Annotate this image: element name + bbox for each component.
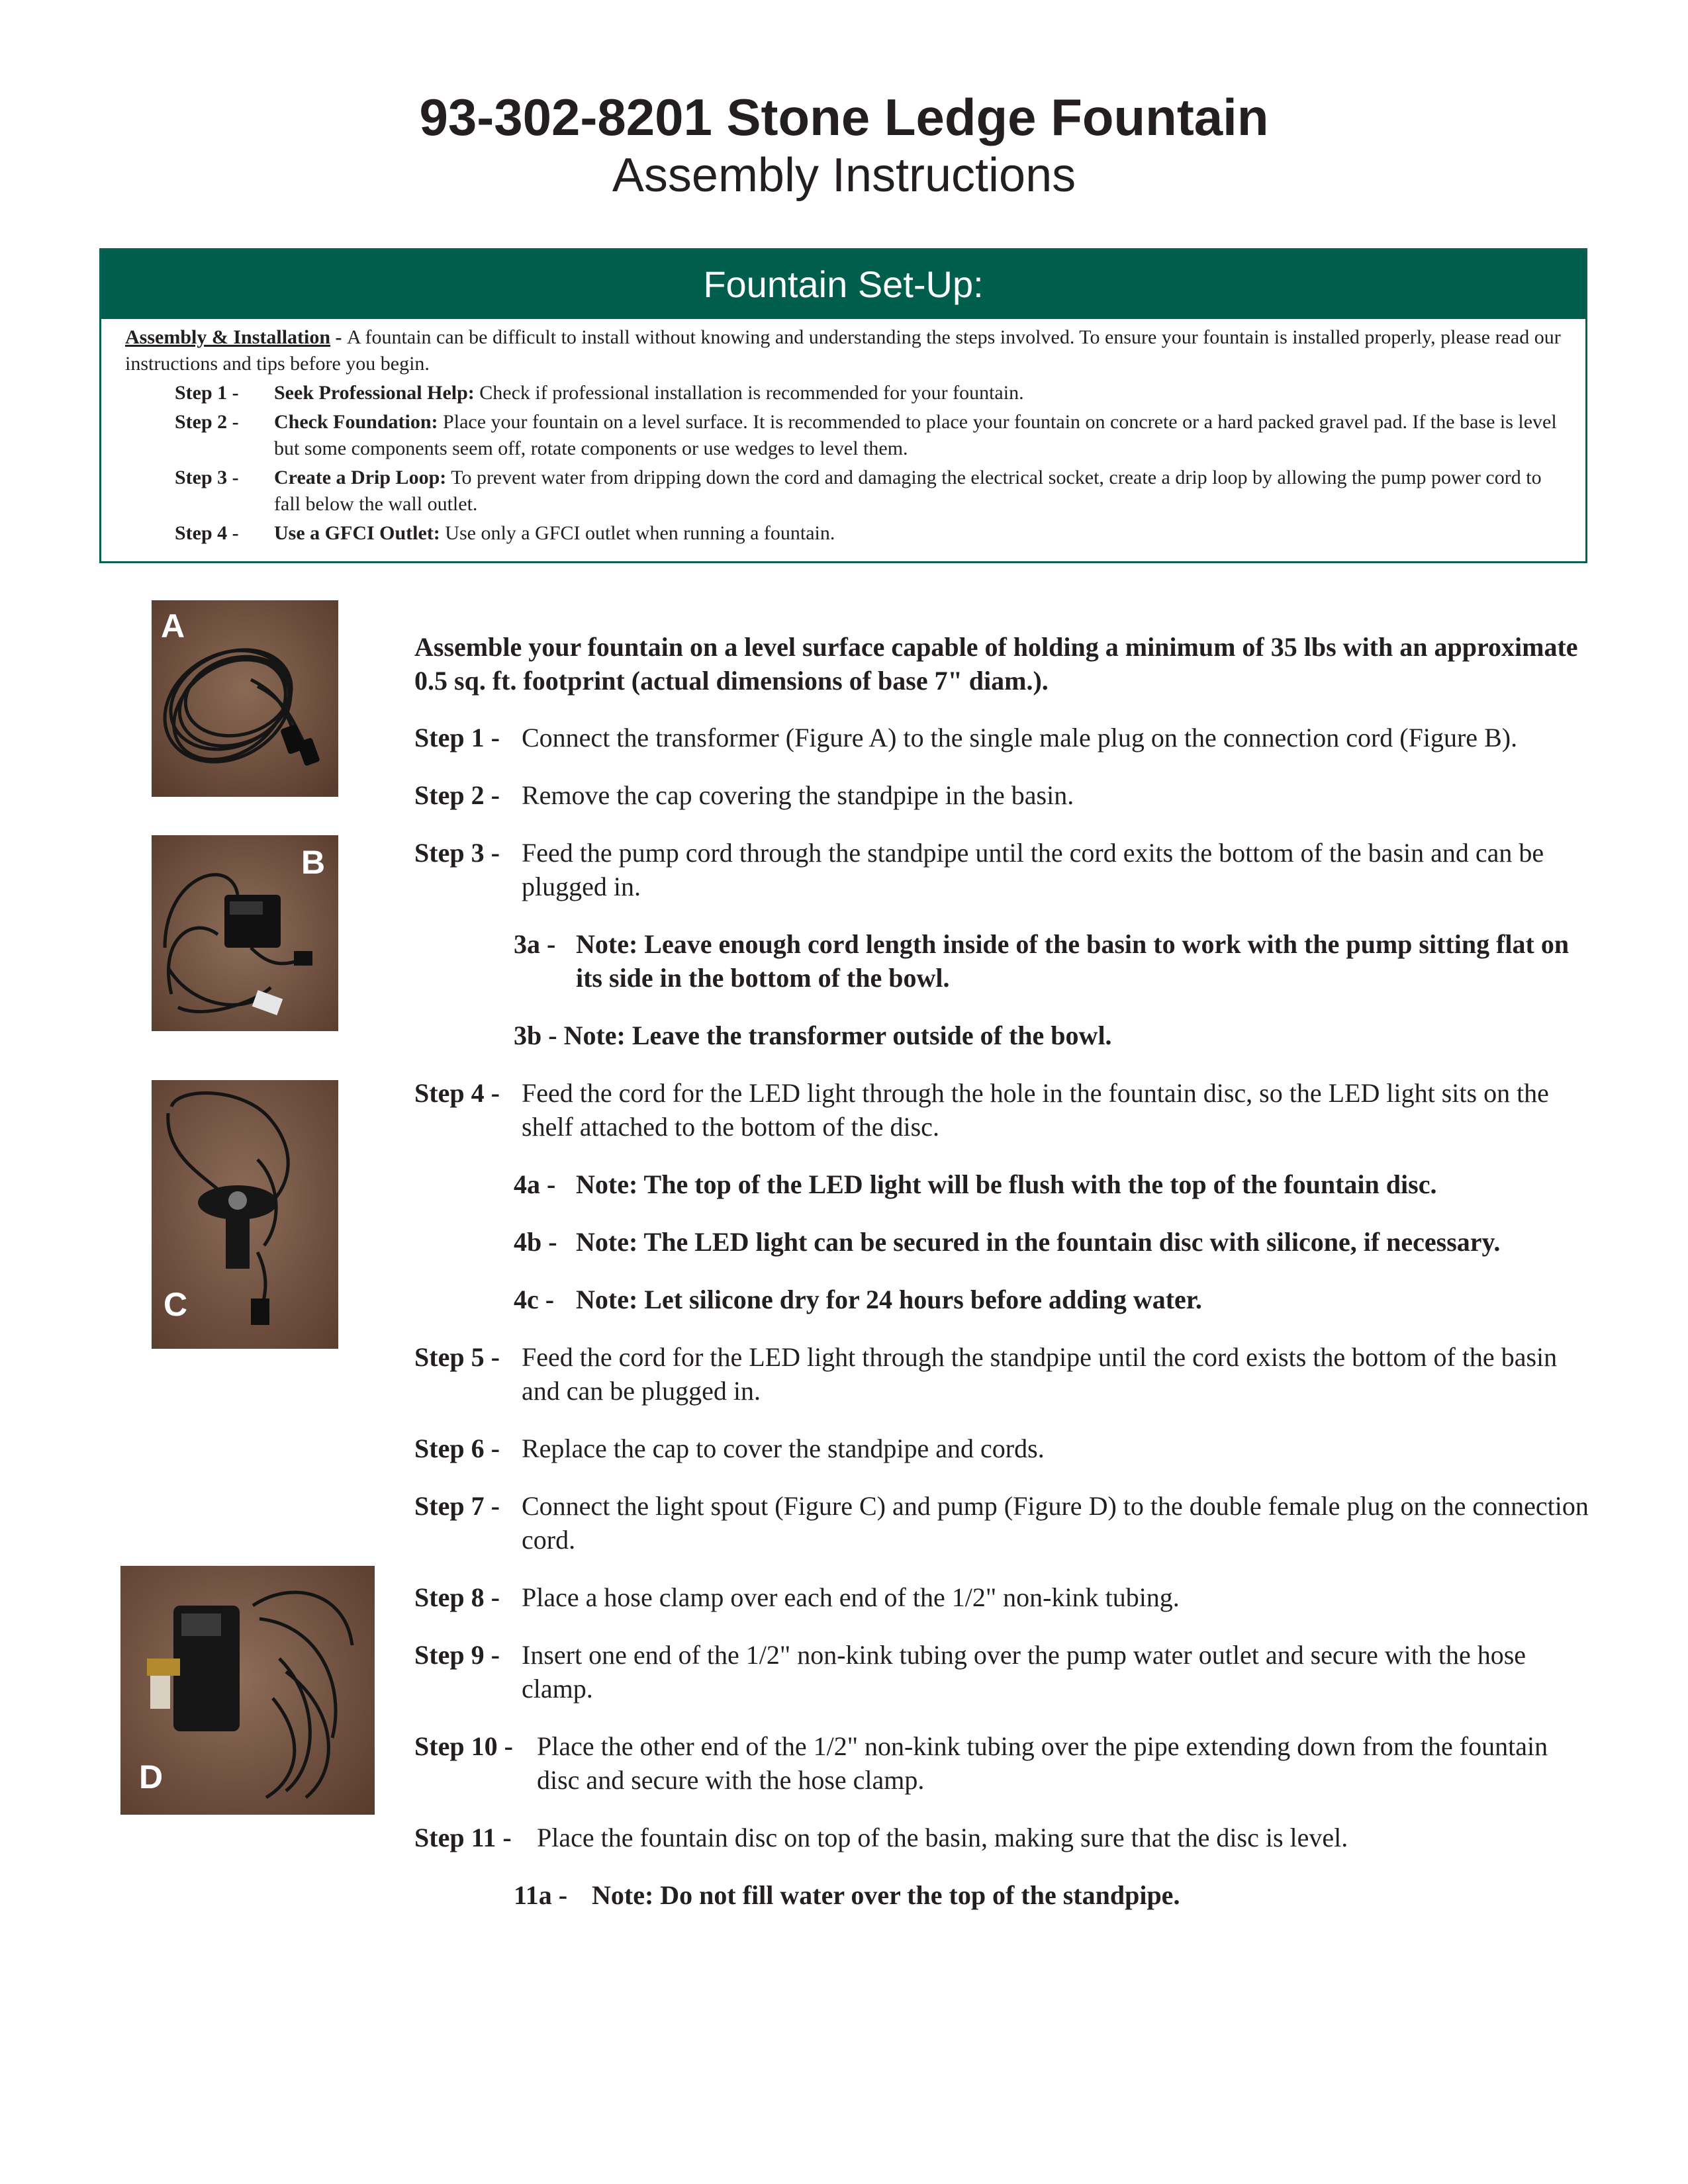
figure-b-label: B (301, 844, 326, 881)
setup-intro-text: A fountain can be difficult to install without knowing and understanding the steps involved. To ensure your fountain is installed properly, please read our instructions and tips before you begin. (125, 326, 1561, 375)
step-label: Step 10 - (414, 1731, 513, 1761)
setup-step-label: Step 1 - (175, 382, 239, 404)
step-11 (414, 1821, 1593, 1854)
figure-d-photo (120, 1566, 375, 1815)
step-6 (414, 1432, 1593, 1465)
note-label: 4b - (514, 1227, 557, 1257)
setup-intro-heading: Assembly & Installation (125, 326, 331, 348)
note-text: Note: The top of the LED light will be flush with the top of the fountain disc. (576, 1169, 1437, 1199)
fountain-setup-panel (99, 248, 1587, 563)
setup-step-text: Check if professional installation is recommended for your fountain. (474, 382, 1024, 404)
step-label: Step 6 - (414, 1433, 500, 1463)
assembly-intro: Assemble your fountain on a level surface capable of holding a minimum of 35 lbs with an approximate 0.5 sq. ft. footprint (actual dimensions of base 7" diam.). (414, 632, 1578, 696)
step-text: Feed the cord for the LED light through the hole in the fountain disc, so the LED light sits on the shelf attached to the bottom of the disc. (522, 1078, 1549, 1142)
step-9 (414, 1638, 1593, 1706)
note-label: 3a - (514, 929, 556, 959)
step-text: Feed the cord for the LED light through the standpipe until the cord exists the bottom of the basin and can be plugged in. (522, 1342, 1558, 1406)
step-1 (414, 721, 1593, 754)
setup-step (125, 520, 1568, 547)
setup-body (125, 324, 1568, 547)
note-label: 4a - (514, 1169, 556, 1199)
step-text: Connect the transformer (Figure A) to the single male plug on the connection cord (Figure B). (522, 723, 1518, 752)
note-text: Note: The LED light can be secured in the fountain disc with silicone, if necessary. (576, 1227, 1501, 1257)
step-8 (414, 1580, 1593, 1614)
note-text: Note: Leave enough cord length inside of the basin to work with the pump sitting flat on its side in the bottom of the bowl. (576, 929, 1570, 993)
assembly-instructions (414, 630, 1593, 1936)
step-4c-note (514, 1283, 1593, 1316)
step-text: Replace the cap to cover the standpipe and cords. (522, 1433, 1045, 1463)
setup-step-label: Step 2 - (175, 411, 239, 433)
note-text: 3b - Note: Leave the transformer outside of the bowl. (514, 1021, 1112, 1050)
step-3 (414, 836, 1593, 903)
step-label: Step 3 - (414, 838, 500, 868)
step-text: Place the other end of the 1/2" non-kink tubing over the pipe extending down from the fountain disc and secure with the hose clamp. (537, 1731, 1548, 1795)
step-label: Step 7 - (414, 1491, 500, 1521)
step-7 (414, 1489, 1593, 1557)
step-text: Place the fountain disc on top of the basin, making sure that the disc is level. (537, 1823, 1348, 1852)
note-label: 11a - (514, 1880, 568, 1910)
setup-step-text: Place your fountain on a level surface. It is recommended to place your fountain on concrete or a hard packed gravel pad. If the base is level but some components seem off, rotate components or use wedges to level them. (274, 411, 1557, 459)
step-label: Step 2 - (414, 780, 500, 810)
step-label: Step 4 - (414, 1078, 500, 1108)
step-text: Insert one end of the 1/2" non-kink tubing over the pump water outlet and secure with the hose clamp. (522, 1640, 1526, 1704)
figure-b-photo (152, 835, 338, 1031)
figure-c-photo (152, 1080, 338, 1349)
step-4b-note (514, 1225, 1593, 1259)
step-label: Step 8 - (414, 1582, 500, 1612)
step-10 (414, 1729, 1593, 1797)
setup-step-heading: Use a GFCI Outlet: (274, 522, 440, 544)
setup-intro (125, 324, 1568, 377)
step-4a-note (514, 1167, 1593, 1201)
note-label: 4c - (514, 1285, 555, 1314)
setup-step-text: Use only a GFCI outlet when running a fountain. (440, 522, 835, 544)
setup-step-heading: Create a Drip Loop: (274, 467, 447, 488)
step-4 (414, 1076, 1593, 1144)
step-2 (414, 778, 1593, 812)
setup-intro-dash: - (330, 326, 348, 348)
setup-step (125, 465, 1568, 518)
page-subtitle: Assembly Instructions (612, 149, 1076, 202)
note-text: Note: Let silicone dry for 24 hours before adding water. (576, 1285, 1202, 1314)
figure-c-label: C (164, 1286, 188, 1323)
page-title: 93-302-8201 Stone Ledge Fountain (419, 88, 1269, 146)
step-5 (414, 1340, 1593, 1408)
step-label: Step 9 - (414, 1640, 500, 1670)
setup-step (125, 409, 1568, 462)
setup-heading: Fountain Set-Up: (101, 250, 1585, 319)
note-text: Note: Do not fill water over the top of the standpipe. (592, 1880, 1180, 1910)
step-text: Place a hose clamp over each end of the 1/2" non-kink tubing. (522, 1582, 1180, 1612)
setup-step-label: Step 3 - (175, 467, 239, 488)
step-text: Feed the pump cord through the standpipe until the cord exits the bottom of the basin and can be plugged in. (522, 838, 1544, 901)
step-3b-note (514, 1019, 1593, 1052)
setup-step (125, 380, 1568, 406)
step-label: Step 1 - (414, 723, 500, 752)
step-label: Step 5 - (414, 1342, 500, 1372)
figure-a-label: A (161, 608, 185, 645)
step-3a-note (514, 927, 1593, 995)
setup-step-heading: Check Foundation: (274, 411, 438, 433)
step-label: Step 11 - (414, 1823, 512, 1852)
setup-step-label: Step 4 - (175, 522, 239, 544)
figure-a-photo (152, 600, 338, 797)
setup-step-heading: Seek Professional Help: (274, 382, 475, 404)
step-text: Remove the cap covering the standpipe in the basin. (522, 780, 1074, 810)
figure-d-label: D (139, 1758, 164, 1796)
setup-step-text: To prevent water from dripping down the cord and damaging the electrical socket, create a drip loop by allowing the pump power cord to fall below the wall outlet. (274, 467, 1542, 515)
step-text: Connect the light spout (Figure C) and pump (Figure D) to the double female plug on the connection cord. (522, 1491, 1589, 1555)
step-11a-note (514, 1878, 1593, 1912)
